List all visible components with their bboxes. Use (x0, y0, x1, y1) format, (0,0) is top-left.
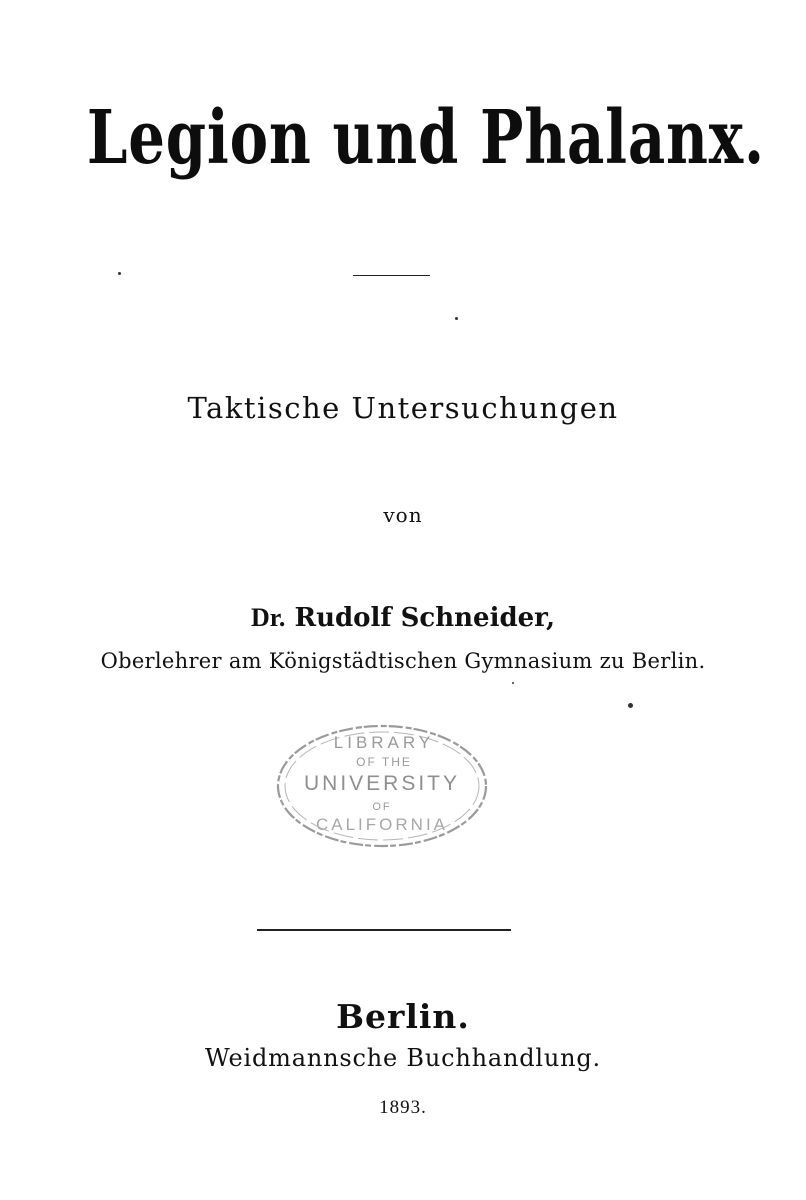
stamp-line-3: UNIVERSITY (303, 772, 461, 795)
imprint-publisher: Weidmannsche Buchhandlung. (205, 1044, 601, 1072)
title-divider (353, 275, 430, 276)
author-name: Rudolf Schneider, (294, 603, 556, 633)
author-affiliation: Oberlehrer am Königstädtischen Gymnasium zu Berlin. (100, 649, 706, 673)
stamp-line-5: CALIFORNIA (315, 815, 449, 834)
by-line: von (383, 503, 423, 527)
stamp-line-4: OF (372, 801, 392, 813)
book-title: Legion und Phalanx. (86, 95, 765, 181)
library-stamp (274, 722, 490, 850)
imprint-year: 1893. (379, 1097, 427, 1118)
paper-speck (512, 682, 514, 684)
stamp-line-1: LIBRARY (333, 733, 435, 752)
author-line (0, 601, 806, 635)
paper-speck (455, 317, 458, 320)
paper-speck (118, 272, 121, 275)
author-honorific: Dr. (250, 603, 286, 632)
imprint-divider (257, 929, 511, 931)
book-subtitle: Taktische Untersuchungen (187, 391, 619, 425)
imprint-city: Berlin. (336, 997, 470, 1036)
paper-speck (628, 703, 633, 708)
stamp-line-2: OF THE (356, 755, 412, 769)
